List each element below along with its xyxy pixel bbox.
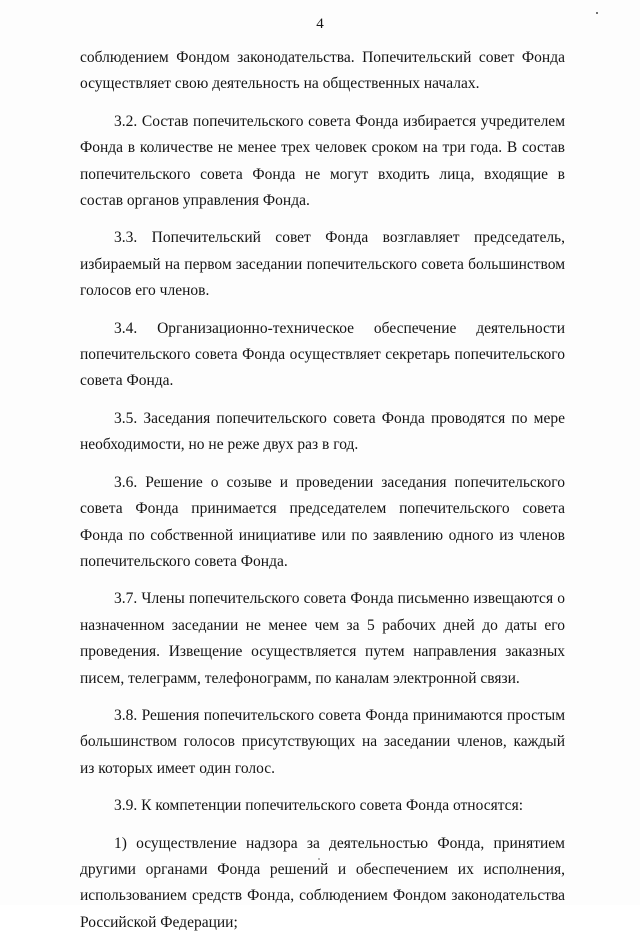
paragraph-3-4: 3.4. Организационно-техническое обеспечение деятельности попечительского совета Фонда осуществляет секретарь попечительского совета Фонда.: [80, 319, 565, 390]
paragraph-3-2: 3.2. Состав попечительского совета Фонда избирается учредителем Фонда в количестве не менее трех человек сроком на три года. В состав попечительского совета Фонда не могут входить лица, входящие в состав органов управления Фонда.: [80, 112, 565, 210]
scan-speck: [318, 858, 320, 860]
paragraph-3-6: 3.6. Решение о созыве и проведении заседания попечительского совета Фонда принимается председателем попечительского совета Фонда по собственной инициативе или по заявлению одного из членов попечительского совета Фонда.: [80, 473, 565, 570]
paragraph-3-9: 3.9. К компетенции попечительского совета Фонда относятся:: [114, 797, 524, 815]
list-item-1: 1) осуществление надзора за деятельностью Фонда, принятием другими органами Фонда решений и обеспечением их исполнения, использованием средств Фонда, соблюдением Фондом законодательства Российской Федерации;: [80, 834, 565, 931]
document-body: [80, 45, 565, 936]
page-number: 4: [316, 16, 324, 32]
paragraph-3-5: 3.5. Заседания попечительского совета Фонда проводятся по мере необходимости, но не реже двух раз в год.: [80, 409, 565, 454]
paragraph-3-3: 3.3. Попечительский совет Фонда возглавляет председатель, избираемый на первом заседании попечительского совета большинством голосов его членов.: [80, 229, 565, 300]
paragraph-3-7: 3.7. Члены попечительского совета Фонда письменно извещаются о назначенном заседании не менее чем за 5 рабочих дней до даты его проведения. Извещение осуществляется путем направления заказных писем, телеграмм, телефонограмм, по каналам электронной связи.: [80, 590, 565, 687]
paragraph-3-8: 3.8. Решения попечительского совета Фонда принимаются простым большинством голосов присутствующих на заседании членов, каждый из которых имеет один голос.: [80, 706, 565, 777]
scan-speck: [596, 12, 598, 14]
paragraph-continuation: соблюдением Фондом законодательства. Попечительский совет Фонда осуществляет свою деятельность на общественных началах.: [80, 49, 565, 93]
